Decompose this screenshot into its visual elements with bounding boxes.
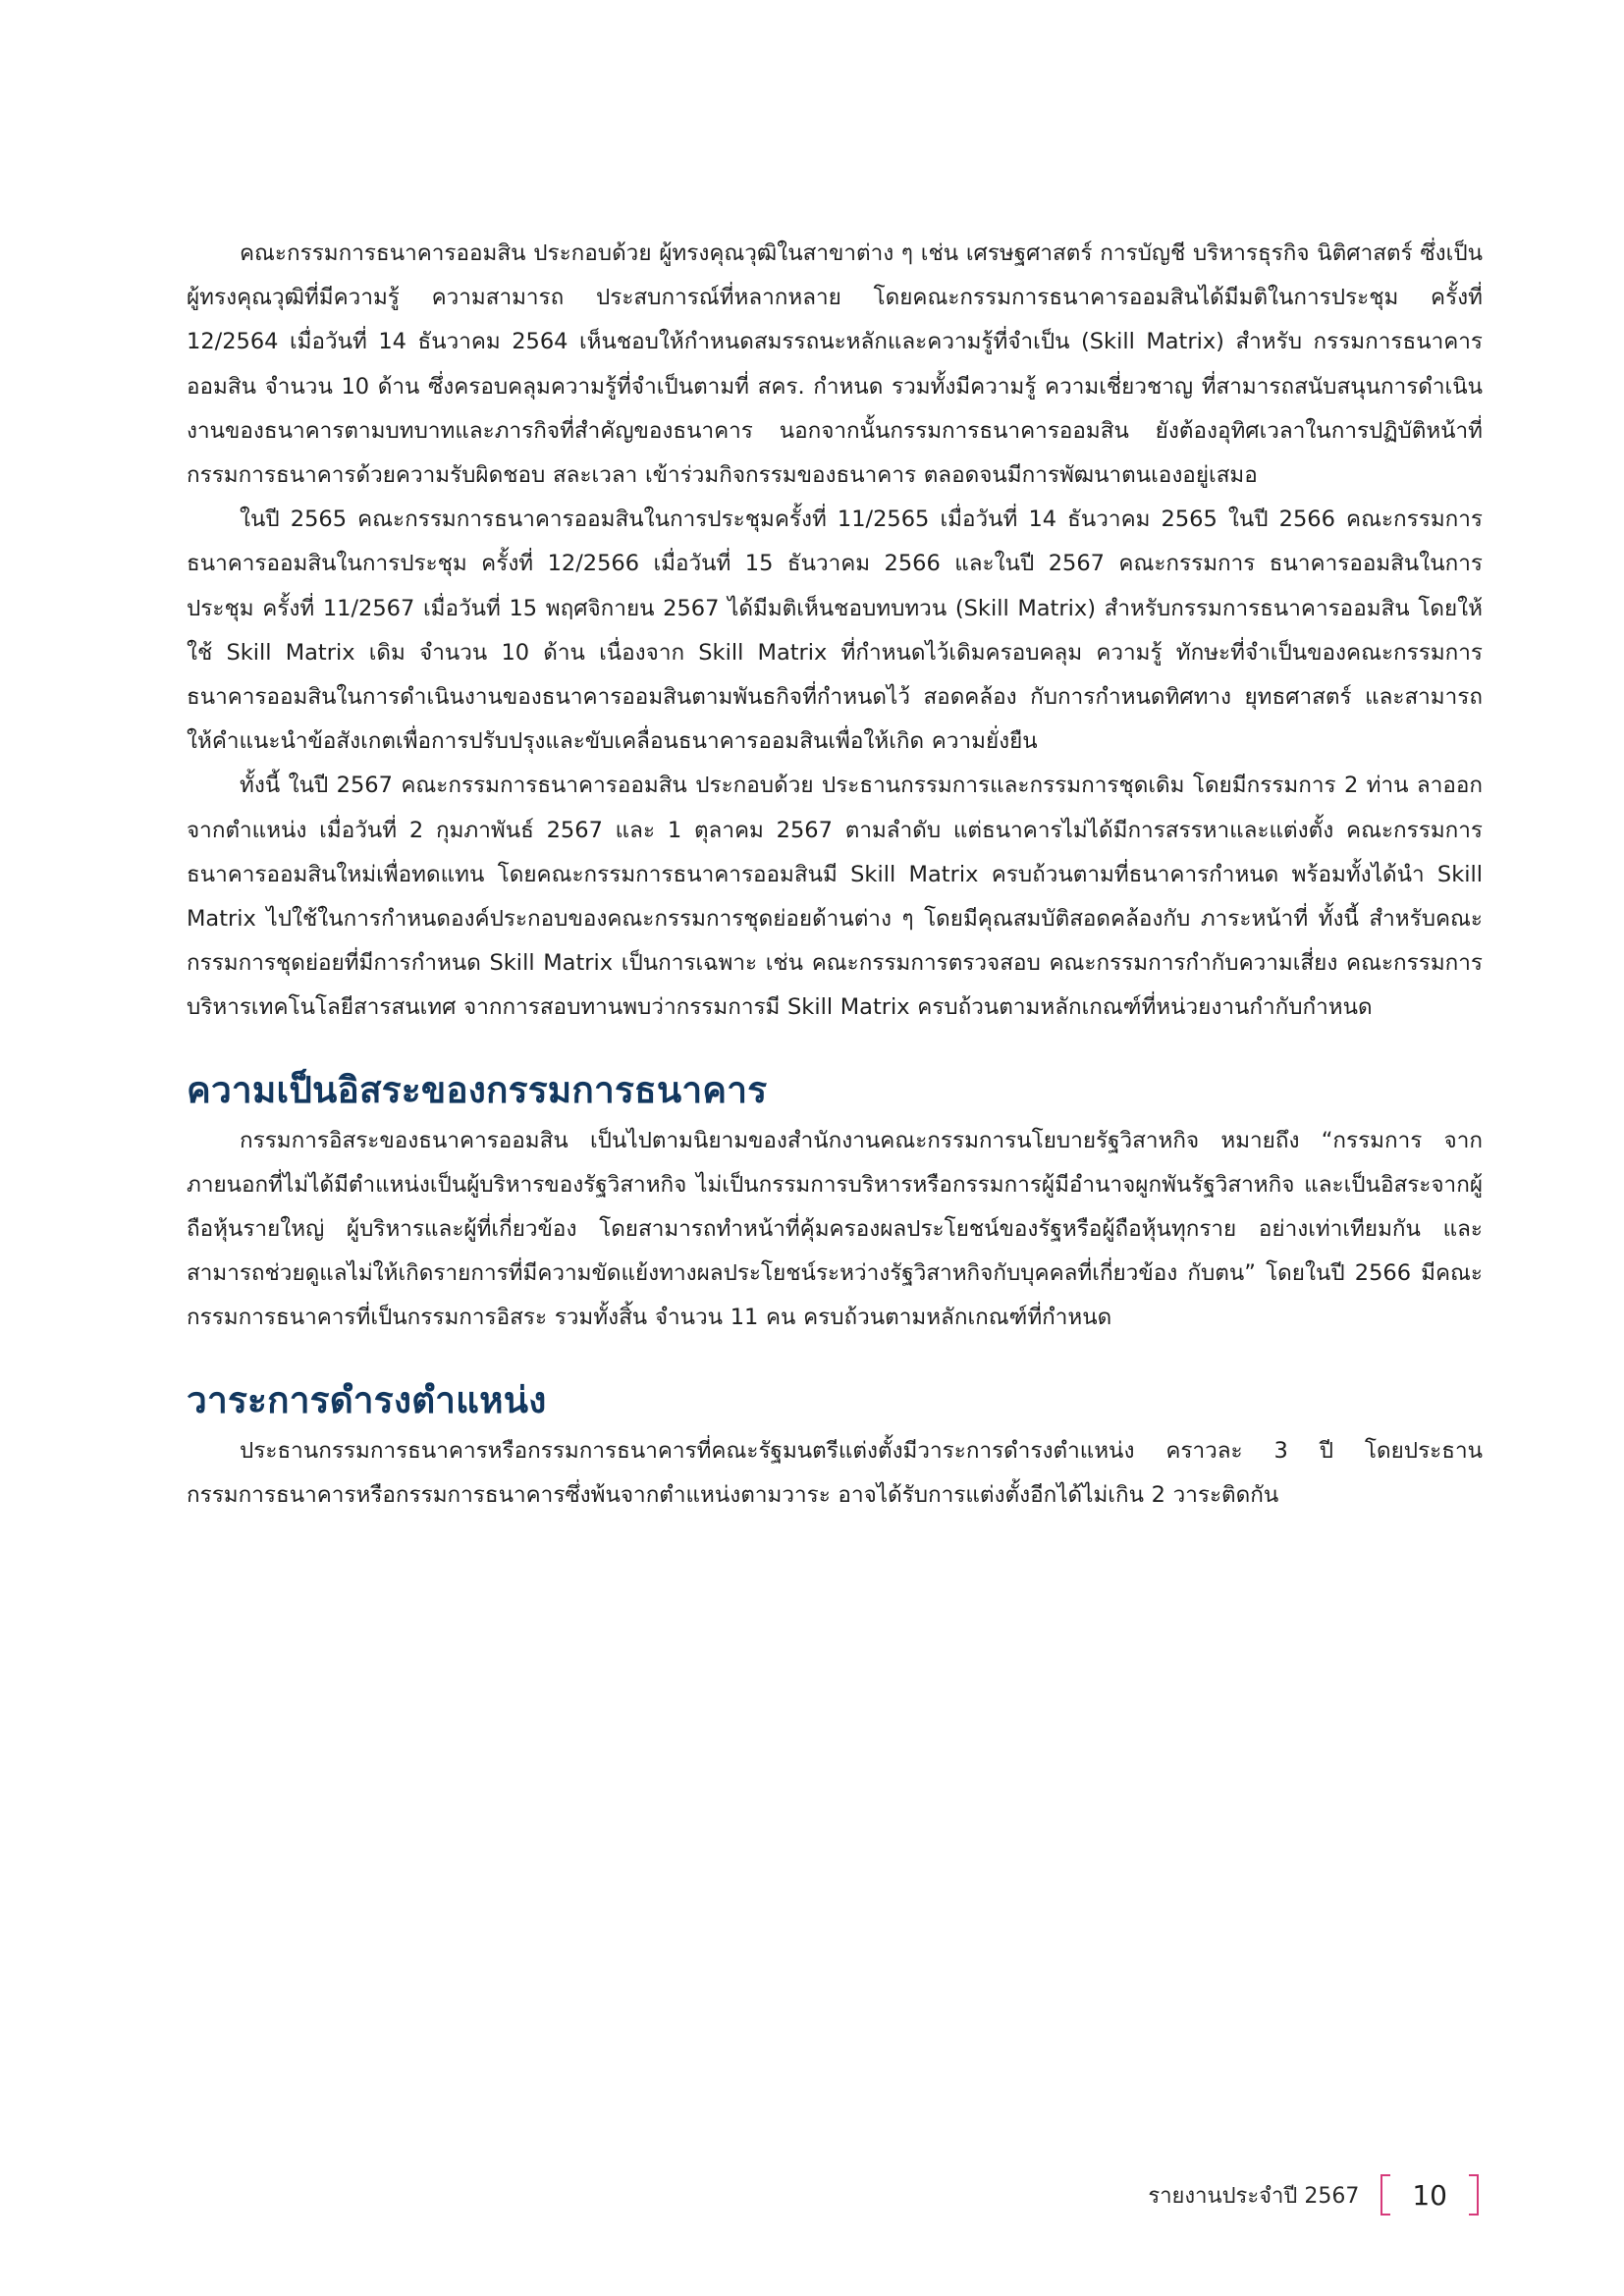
section-heading-independence: ความเป็นอิสระของกรรมการธนาคาร <box>187 1068 768 1111</box>
paragraph-board-composition: คณะกรรมการธนาคารออมสิน ประกอบด้วย ผู้ทรงคุณวุฒิในสาขาต่าง ๆ เช่น เศรษฐศาสตร์ การบัญชี บริหารธุรกิจ นิติศาสตร์ ซึ่งเป็นผู้ทรงคุณวุฒิที่มีความรู้ ความสามารถ ประสบการณ์ที่หลากหลาย โดยคณะกรรมการธนาคารออมสินได้มีมติในการประชุม ครั้งที่ 12/2564 เมื่อวันที่ 14 ธันวาคม 2564 เห็นชอบให้กำหนดสมรรถนะหลักและความรู้ที่จำเป็น (Skill Matrix) สำหรับ กรรมการธนาคารออมสิน จำนวน 10 ด้าน ซึ่งครอบคลุมความรู้ที่จำเป็นตามที่ สคร. กำหนด รวมทั้งมีความรู้ ความเชี่ยวชาญ ที่สามารถสนับสนุนการดำเนินงานของธนาคารตามบทบาทและภารกิจที่สำคัญของธนาคาร นอกจากนั้นกรรมการธนาคารออมสิน ยังต้องอุทิศเวลาในการปฏิบัติหน้าที่กรรมการธนาคารด้วยความรับผิดชอบ สละเวลา เข้าร่วมกิจกรรมของธนาคาร ตลอดจนมีการพัฒนาตนเองอยู่เสมอ <box>187 240 1483 489</box>
paragraph-skill-matrix-review: ในปี 2565 คณะกรรมการธนาคารออมสินในการประชุมครั้งที่ 11/2565 เมื่อวันที่ 14 ธันวาคม 2565 ในปี 2566 คณะกรรมการธนาคารออมสินในการประชุม ครั้งที่ 12/2566 เมื่อวันที่ 15 ธันวาคม 2566 และในปี 2567 คณะกรรมการ ธนาคารออมสินในการประชุม ครั้งที่ 11/2567 เมื่อวันที่ 15 พฤศจิกายน 2567 ได้มีมติเห็นชอบทบทวน (Skill Matrix) สำหรับกรรมการธนาคารออมสิน โดยให้ใช้ Skill Matrix เดิม จำนวน 10 ด้าน เนื่องจาก Skill Matrix ที่กำหนดไว้เดิมครอบคลุม ความรู้ ทักษะที่จำเป็นของคณะกรรมการธนาคารออมสินในการดำเนินงานของธนาคารออมสินตามพันธกิจที่กำหนดไว้ สอดคล้อง กับการกำหนดทิศทาง ยุทธศาสตร์ และสามารถให้คำแนะนำข้อสังเกตเพื่อการปรับปรุงและขับเคลื่อนธนาคารออมสินเพื่อให้เกิด ความยั่งยืน <box>187 507 1483 755</box>
page-footer <box>1148 2171 1479 2218</box>
paragraph-independent-directors: กรรมการอิสระของธนาคารออมสิน เป็นไปตามนิยามของสำนักงานคณะกรรมการนโยบายรัฐวิสาหกิจ หมายถึง “กรรมการ จากภายนอกที่ไม่ได้มีตำแหน่งเป็นผู้บริหารของรัฐวิสาหกิจ ไม่เป็นกรรมการบริหารหรือกรรมการผู้มีอำนาจผูกพันรัฐวิสาหกิจ และเป็นอิสระจากผู้ถือหุ้นรายใหญ่ ผู้บริหารและผู้ที่เกี่ยวข้อง โดยสามารถทำหน้าที่คุ้มครองผลประโยชน์ของรัฐหรือผู้ถือหุ้นทุกราย อย่างเท่าเทียมกัน และสามารถช่วยดูแลไม่ให้เกิดรายการที่มีความขัดแย้งทางผลประโยชน์ระหว่างรัฐวิสาหกิจกับบุคคลที่เกี่ยวข้อง กับตน” โดยในปี 2566 มีคณะกรรมการธนาคารที่เป็นกรรมการอิสระ รวมทั้งสิ้น จำนวน 11 คน ครบถ้วนตามหลักเกณฑ์ที่กำหนด <box>187 1127 1483 1331</box>
right-bracket-icon <box>1469 2174 1479 2216</box>
paragraph-board-changes-2567: ทั้งนี้ ในปี 2567 คณะกรรมการธนาคารออมสิน ประกอบด้วย ประธานกรรมการและกรรมการชุดเดิม โดยมีกรรมการ 2 ท่าน ลาออกจากตำแหน่ง เมื่อวันที่ 2 กุมภาพันธ์ 2567 และ 1 ตุลาคม 2567 ตามลำดับ แต่ธนาคารไม่ได้มีการสรรหาและแต่งตั้ง คณะกรรมการธนาคารออมสินใหม่เพื่อทดแทน โดยคณะกรรมการธนาคารออมสินมี Skill Matrix ครบถ้วนตามที่ธนาคารกำหนด พร้อมทั้งได้นำ Skill Matrix ไปใช้ในการกำหนดองค์ประกอบของคณะกรรมการชุดย่อยด้านต่าง ๆ โดยมีคุณสมบัติสอดคล้องกับ ภาระหน้าที่ ทั้งนี้ สำหรับคณะกรรมการชุดย่อยที่มีการกำหนด Skill Matrix เป็นการเฉพาะ เช่น คณะกรรมการตรวจสอบ คณะกรรมการกำกับความเสี่ยง คณะกรรมการบริหารเทคโนโลยีสารสนเทศ จากการสอบทานพบว่ากรรมการมี Skill Matrix ครบถ้วนตามหลักเกณฑ์ที่หน่วยงานกำกับกำหนด <box>187 773 1483 1021</box>
document-body <box>187 232 1483 1518</box>
paragraph-term-of-office: ประธานกรรมการธนาคารหรือกรรมการธนาคารที่คณะรัฐมนตรีแต่งตั้งมีวาระการดำรงตำแหน่ง คราวละ 3 ปี โดยประธาน กรรมการธนาคารหรือกรรมการธนาคารซึ่งพ้นจากตำแหน่งตามวาระ อาจได้รับการแต่งตั้งอีกได้ไม่เกิน 2 วาระติดกัน <box>187 1437 1483 1508</box>
left-bracket-icon <box>1380 2174 1390 2216</box>
section-heading-term-of-office: วาระการดำรงตำแหน่ง <box>187 1378 547 1421</box>
report-title-label: รายงานประจำปี 2567 <box>1148 2183 1360 2209</box>
page-number: 10 <box>1412 2178 1447 2212</box>
